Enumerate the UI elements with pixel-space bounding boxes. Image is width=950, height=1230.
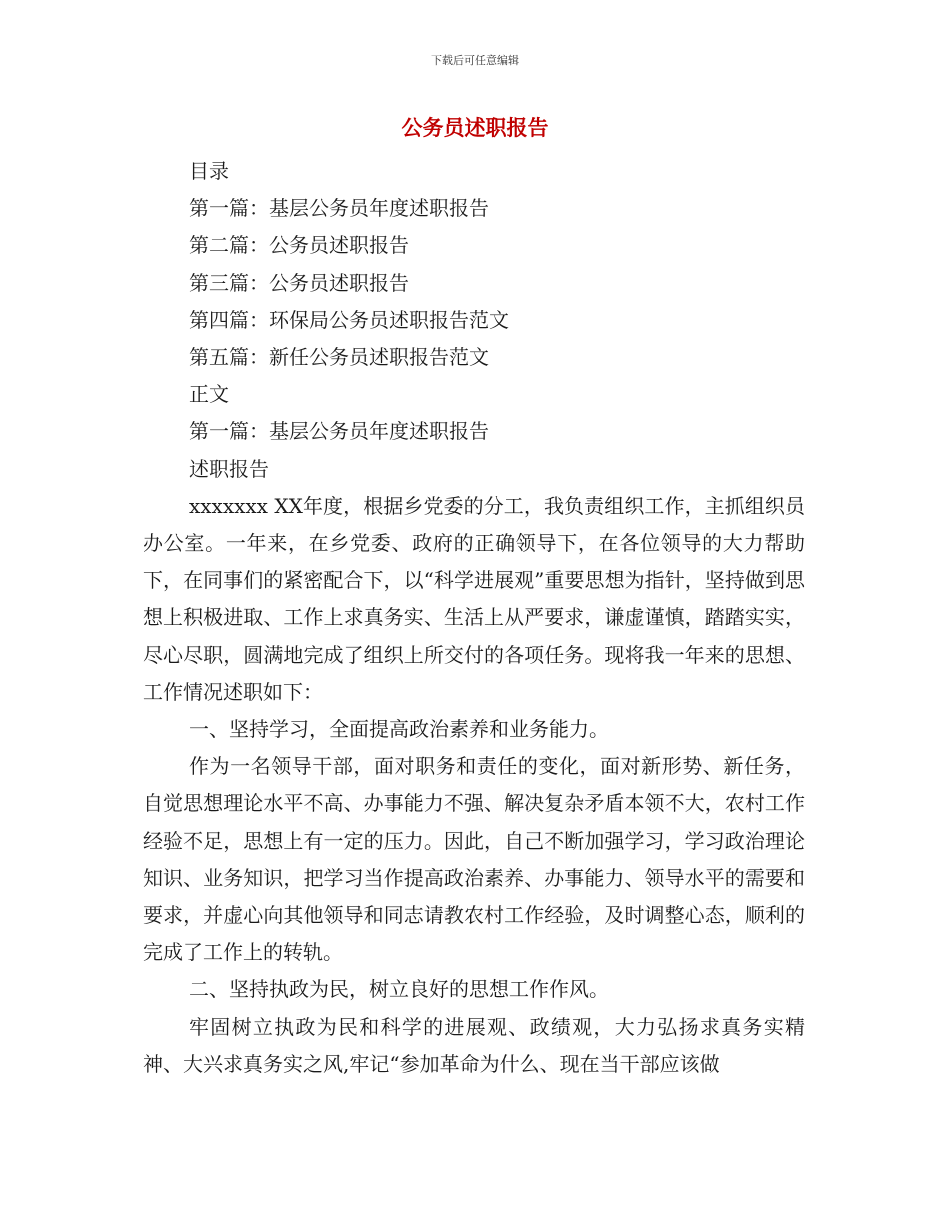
chapter-title: 第一篇：基层公务员年度述职报告 (189, 419, 489, 444)
toc-heading: 目录 (189, 159, 229, 183)
document-body (143, 153, 805, 1083)
toc-item: 第二篇：公务员述职报告 (189, 233, 409, 258)
paragraph-intro: xxxxxxx XX年度，根据乡党委的分工，我负责组织工作，主抓组织员办公室。一年来，在乡党委、政府的正确领导下，在各位领导的大力帮助下，在同事们的紧密配合下，以“科学进展观”重要思想为指针，坚持做到思想上积极进取、工作上求真务实、生活上从严要求，谦虚谨慎，踏踏实实，尽心尽职，圆满地完成了组织上所交付的各项任务。现将我一年来的思想、工作情况述职如下： (143, 493, 805, 704)
paragraph-style: 牢固树立执政为民和科学的进展观、政绩观，大力弘扬求真务实精神、大兴求真务实之风,牢记“参加革命为什么、现在当干部应该做 (143, 1014, 805, 1076)
body-heading: 正文 (189, 382, 229, 407)
paragraph-study: 作为一名领导干部，面对职务和责任的变化，面对新形势、新任务，自觉思想理论水平不高、办事能力不强、解决复杂矛盾本领不大，农村工作经验不足，思想上有一定的压力。因此，自己不断加强学习，学习政治理论知识、业务知识，把学习当作提高政治素养、办事能力、领导水平的需要和要求，并虚心向其他领导和同志请教农村工作经验，及时调整心态，顺利的完成了工作上的转轨。 (143, 754, 805, 965)
toc-item: 第一篇：基层公务员年度述职报告 (189, 196, 489, 221)
document-title: 公务员述职报告 (401, 116, 549, 140)
section-heading: 二、坚持执政为民，树立良好的思想工作作风。 (189, 977, 609, 1002)
report-title: 述职报告 (189, 456, 269, 481)
toc-item: 第五篇：新任公务员述职报告范文 (189, 345, 489, 370)
section-heading: 一、坚持学习，全面提高政治素养和业务能力。 (189, 717, 609, 742)
toc-item: 第四篇：环保局公务员述职报告范文 (189, 307, 509, 332)
toc-item: 第三篇：公务员述职报告 (189, 270, 409, 295)
header-note: 下载后可任意编辑 (431, 54, 519, 67)
